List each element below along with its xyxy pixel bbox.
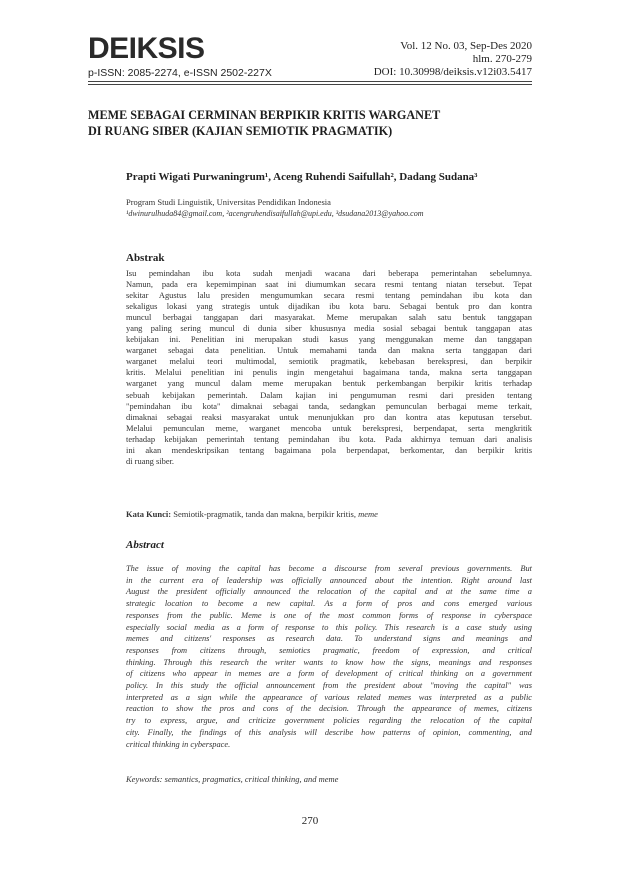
abstract-body bbox=[126, 563, 532, 750]
kata-kunci bbox=[126, 509, 378, 519]
abstrak-body bbox=[126, 268, 532, 467]
text-line: memes and citizens' responses as research data. To understand signs and meanings and bbox=[126, 634, 532, 644]
text-line: yang paling sering muncul di dunia siber khususnya media sosial sebagai bentuk tanggapan atas bbox=[126, 323, 532, 334]
text-line: interpreted as a sign while the appearance of various related memes was interpreted as a public bbox=[126, 692, 532, 702]
text-line: responses from citizens through, semiotics pragmatic, freedom of expression, and critical bbox=[126, 645, 532, 655]
text-line: try to express, argue, and criticize government policies regarding the relocation of the capital bbox=[126, 716, 532, 726]
text-line: ini akan mendeskripsikan tentang bagaimana pola berpendapat, berkomentar, dan berpikir kritis bbox=[126, 444, 532, 455]
text-line: in the current era of leadership was officially announced about the intention. Right around last bbox=[126, 575, 532, 585]
abstrak-heading: Abstrak bbox=[126, 252, 165, 264]
text-line: August the president officially announced the relocation of the capital and at the same time a bbox=[126, 587, 532, 597]
text-line: especially social media as a form of response to this policy. This research is a case study using bbox=[126, 622, 532, 632]
text-line: "pemindahan ibu kota" dimaknai sebagai tanda, sedangkan pemunculan berbagai meme terkait, bbox=[126, 400, 532, 411]
text-line: kebijakan ini. Penelitian ini merupakan studi kasus yang menggunakan meme dan tanggapan bbox=[126, 334, 532, 345]
text-line: Namun, pada era kepemimpinan saat ini diumumkan secara resmi tentang niatan tersebut. Tepat bbox=[126, 279, 532, 290]
text-line: sebuah kebijakan pemerintah. Dalam kajian ini pengumuman resmi dari presiden tentang bbox=[126, 389, 532, 400]
text-line: Melalui pemunculan meme, warganet mencoba untuk berekspresi, berpendapat, serta mengkritik bbox=[126, 422, 532, 433]
abstract-heading: Abstract bbox=[126, 539, 164, 551]
journal-meta bbox=[374, 40, 532, 79]
text-line: Isu pemindahan ibu kota sudah menjadi wacana dari beberapa pemerintahan sebelumnya. bbox=[126, 268, 532, 278]
text-line: The issue of moving the capital has become a discourse from several previous governments. But bbox=[126, 564, 532, 573]
journal-logo: DEIKSIS bbox=[88, 32, 205, 65]
text-line: warganet melalui teori multimodal, semiotik pragmatik, kebebasan berekspresi, dan berpikir bbox=[126, 356, 532, 367]
text-line: warganet sebagai data penelitian. Untuk memahami tanda dan makna serta tanggapan dari bbox=[126, 345, 532, 356]
text-line: of citizens who appear in memes are a form of development of critical thinking on a government bbox=[126, 669, 532, 679]
issn-line: p-ISSN: 2085-2274, e-ISSN 2502-227X bbox=[88, 67, 272, 79]
text-line: responses from the public. Meme is one of the most common forms of response in cyberspace bbox=[126, 610, 532, 620]
text-line: thinking. Through this research the writer wants to know how the signs, meanings and responses bbox=[126, 657, 532, 667]
header-rule-top bbox=[88, 81, 532, 82]
keywords-label: Kata Kunci: bbox=[126, 509, 172, 519]
text-line: muncul berbagai tanggapan dari masyarakat. Meme merupakan salah satu bentuk tanggapan bbox=[126, 312, 532, 323]
keywords-en: Keywords: semantics, pragmatics, critical thinking, and meme bbox=[126, 774, 339, 784]
author-emails: ¹dwinurulhuda84@gmail.com, ²acengruhendisaifullah@upi.edu, ³dsudana2013@yahoo.com bbox=[126, 209, 424, 218]
keywords-italic: meme bbox=[358, 509, 378, 519]
author-list: Prapti Wigati Purwaningrum¹, Aceng Ruhendi Saifullah², Dadang Sudana³ bbox=[126, 171, 478, 183]
text-line: critical thinking in cyberspace. bbox=[126, 739, 231, 749]
keywords-text: Semiotik-pragmatik, tanda dan makna, berpikir kritis, bbox=[171, 509, 359, 519]
text-line: city. Finally, the findings of this analysis will describe how patterns of opinion, commenting, and bbox=[126, 727, 532, 737]
page-number: 270 bbox=[301, 815, 319, 827]
text-line: kritis. Melalui penelitian ini penulis ingin mengetahui bagaimana tanda, makna serta tanggapan bbox=[126, 367, 532, 378]
doi-info: DOI: 10.30998/deiksis.v12i03.5417 bbox=[373, 66, 532, 78]
text-line: sekitar Agustus lalu presiden mengumumkan secara resmi tentang pemindahan ibu kota dan bbox=[126, 290, 532, 301]
header-rule-bottom bbox=[88, 84, 532, 85]
article-title bbox=[88, 108, 538, 139]
text-line: dimaknai sebagai reaksi masyarakat untuk menunjukkan pro dan kontra atas keputusan tersebut. bbox=[126, 411, 532, 422]
text-line: policy. In this study the official announcement from the president about "moving the capital" was bbox=[126, 681, 532, 691]
pages-info: hlm. 270-279 bbox=[472, 53, 532, 65]
title-line: MEME SEBAGAI CERMINAN BERPIKIR KRITIS WARGANET bbox=[88, 108, 441, 122]
text-line: reaction to show the pros and cons of the decision. Through the appearance of memes, citizens bbox=[126, 704, 532, 714]
volume-info: Vol. 12 No. 03, Sep-Des 2020 bbox=[400, 40, 532, 52]
title-line: DI RUANG SIBER (KAJIAN SEMIOTIK PRAGMATIK) bbox=[88, 123, 393, 138]
text-line: di ruang siber. bbox=[126, 455, 175, 466]
text-line: terhadap kebijakan pemerintah tentang pemindahan ibu kota. Pada akhirnya temuan dari analisis bbox=[126, 433, 532, 444]
affiliation: Program Studi Linguistik, Universitas Pendidikan Indonesia bbox=[126, 197, 331, 207]
text-line: strategic location to become a new capital. As a form of pros and cons emerged various bbox=[126, 599, 532, 609]
text-line: sekaligus lokasi yang strategis untuk dijadikan ibu kota baru. Sebagai bentuk pro dan kontra bbox=[126, 301, 532, 312]
text-line: warganet yang muncul dalam meme merupakan bentuk perkembangan berpikir kritis terhadap bbox=[126, 378, 532, 389]
